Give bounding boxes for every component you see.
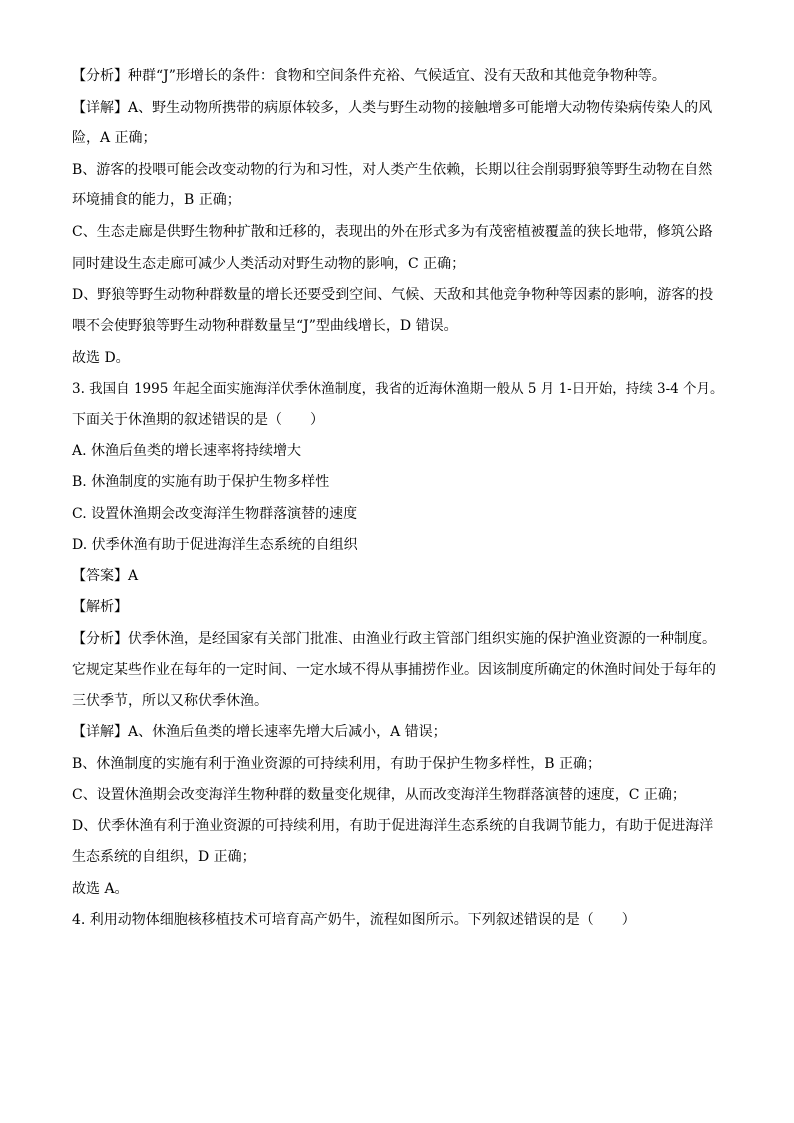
text-line: C、生态走廊是供野生物种扩散和迁移的，表现出的外在形式多为有茂密植被覆盖的狭长地带，修筑公路: [72, 224, 713, 240]
option-a: A. 休渔后鱼类的增长速率将持续增大: [72, 443, 302, 459]
explanation-heading: 【解析】: [72, 599, 128, 615]
answer-line: 【答案】A: [72, 568, 139, 584]
text-line: 它规定某些作业在每年的一定时间、一定水域不得从事捕捞作业。因该制度所确定的休渔时间处于每年的: [72, 662, 716, 678]
detail-line: 【详解】A、野生动物所携带的病原体较多，人类与野生动物的接触增多可能增大动物传染病传染人的风: [72, 100, 713, 116]
text-line: 喂不会使野狼等野生动物种群数量呈“J”型曲线增长，D 错误。: [72, 318, 458, 334]
question-3-stem: 3. 我国自 1995 年起全面实施海洋伏季休渔制度，我省的近海休渔期一般从 5 月 1-日开始，持续 3-4 个月。: [72, 381, 724, 397]
analysis-line: 【分析】种群“J”形增长的条件：食物和空间条件充裕、气候适宜、没有天敌和其他竞争物种等。: [72, 68, 666, 84]
option-b: B. 休渔制度的实施有助于保护生物多样性: [72, 474, 330, 490]
question-3-stem: 下面关于休渔期的叙述错误的是（ ）: [72, 412, 324, 428]
text-line: B、游客的投喂可能会改变动物的行为和习性，对人类产生依赖，长期以往会削弱野狼等野生动物在自然: [72, 162, 713, 178]
text-line: B、休渔制度的实施有利于渔业资源的可持续利用，有助于保护生物多样性，B 正确；: [72, 756, 602, 772]
option-d: D. 伏季休渔有助于促进海洋生态系统的自组织: [72, 537, 358, 553]
conclusion-line: 故选 D。: [72, 350, 130, 366]
text-line: C、设置休渔期会改变海洋生物种群的数量变化规律，从而改变海洋生物群落演替的速度，C 正确；: [72, 787, 686, 803]
analysis-line: 【分析】伏季休渔，是经国家有关部门批准、由渔业行政主管部门组织实施的保护渔业资源的一种制度。: [72, 631, 716, 647]
option-c: C. 设置休渔期会改变海洋生物群落演替的速度: [72, 506, 358, 522]
text-line: D、野狼等野生动物种群数量的增长还要受到空间、气候、天敌和其他竞争物种等因素的影响，游客的投: [72, 287, 714, 303]
conclusion-line: 故选 A。: [72, 881, 129, 897]
detail-line: 【详解】A、休渔后鱼类的增长速率先增大后减小，A 错误；: [72, 724, 447, 740]
text-line: 环境捕食的能力，B 正确；: [72, 192, 241, 208]
question-4-stem: 4. 利用动物体细胞核移植技术可培育高产奶牛，流程如图所示。下列叙述错误的是（ ）: [72, 912, 636, 928]
text-line: 同时建设生态走廊可减少人类活动对野生动物的影响，C 正确；: [72, 256, 466, 272]
text-line: 三伏季节，所以又称伏季休渔。: [72, 693, 268, 709]
text-line: 生态系统的自组织，D 正确；: [72, 849, 256, 865]
text-line: D、伏季休渔有利于渔业资源的可持续利用，有助于促进海洋生态系统的自我调节能力，有助于促进海洋: [72, 818, 714, 834]
text-line: 险，A 正确；: [72, 130, 157, 146]
